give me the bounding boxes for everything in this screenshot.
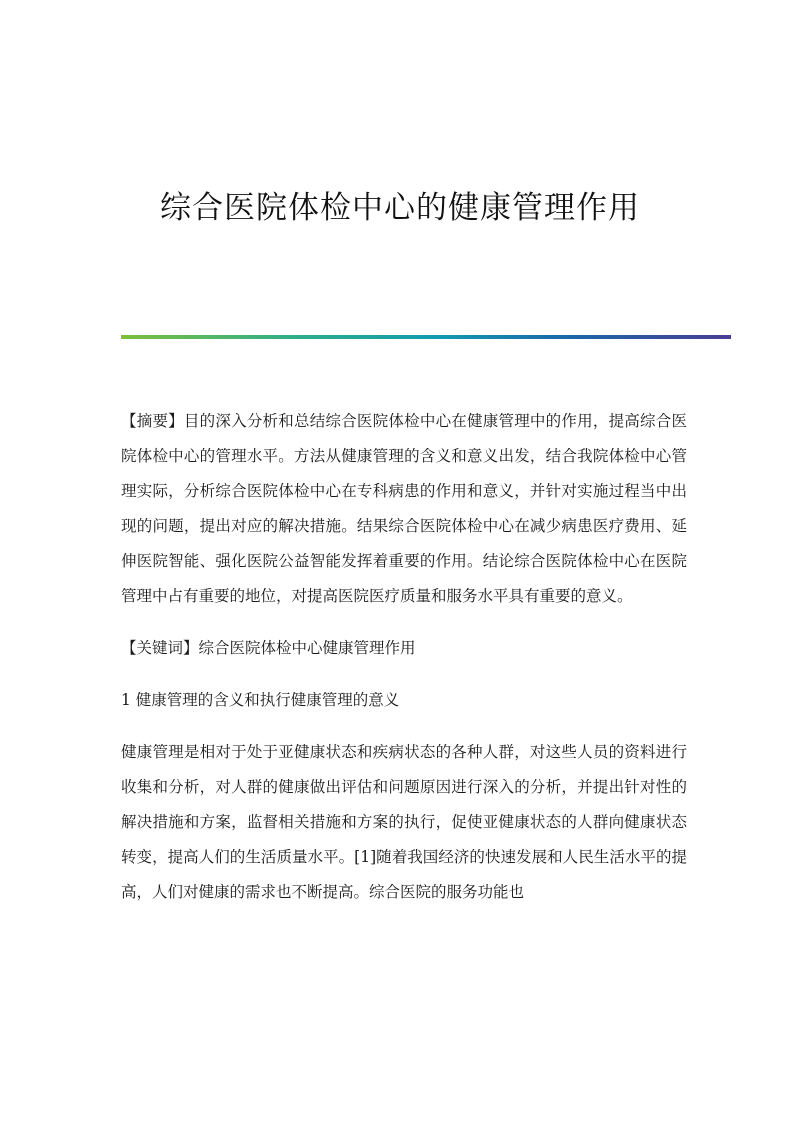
gradient-divider [121, 335, 731, 339]
section-body-paragraph: 健康管理是相对于处于亚健康状态和疾病状态的各种人群，对这些人员的资料进行收集和分析，对人群的健康做出评估和问题原因进行深入的分析，并提出针对性的解决措施和方案，监督相关措施和方案的执行，促使亚健康状态的人群向健康状态转变，提高人们的生活质量水平。[1]随着我国经济的快速发展和人民生活水平的提高，人们对健康的需求也不断提高。综合医院的服务功能也 [121, 743, 687, 901]
document-title: 综合医院体检中心的健康管理作用 [160, 190, 640, 226]
document-body [121, 404, 687, 910]
abstract-paragraph: 【摘要】目的深入分析和总结综合医院体检中心在健康管理中的作用，提高综合医院体检中心的管理水平。方法从健康管理的含义和意义出发，结合我院体检中心管理实际，分析综合医院体检中心在专科病患的作用和意义，并针对实施过程当中出现的问题，提出对应的解决措施。结果综合医院体检中心在减少病患医疗费用、延伸医院智能、强化医院公益智能发挥着重要的作用。结论综合医院体检中心在医院管理中占有重要的地位，对提高医院医疗质量和服务水平具有重要的意义。 [121, 412, 687, 605]
keywords-paragraph: 【关键词】综合医院体检中心健康管理作用 [121, 639, 416, 657]
section-heading: 1 健康管理的含义和执行健康管理的意义 [121, 691, 400, 709]
